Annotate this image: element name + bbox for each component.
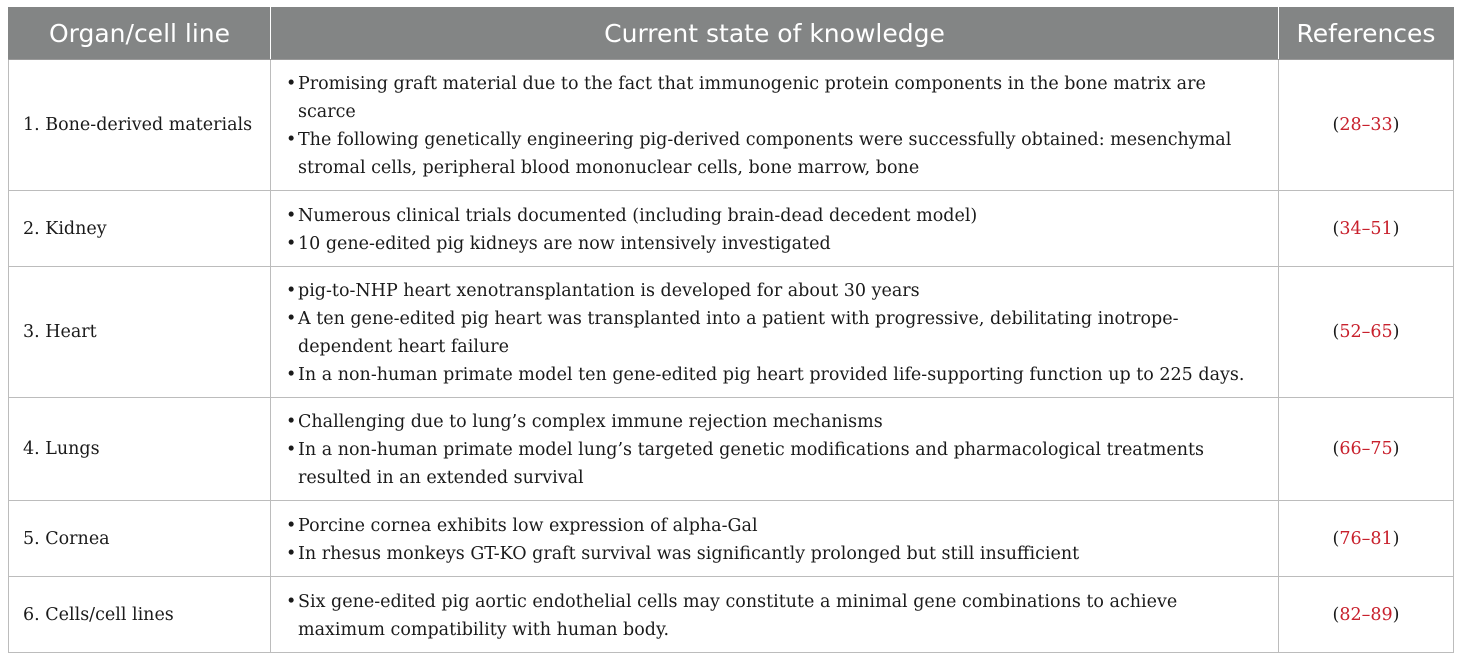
table-row	[9, 577, 1454, 653]
knowledge-point	[286, 230, 1264, 258]
bullet-icon: •	[286, 130, 297, 150]
bullet-icon: •	[286, 412, 297, 432]
ref-close-paren: )	[1392, 218, 1400, 239]
references-cell	[1279, 191, 1454, 267]
organ-cell: 1. Bone-derived materials	[9, 60, 271, 191]
bullet-icon: •	[286, 205, 297, 226]
bullet-icon: •	[286, 440, 297, 460]
ref-close-paren: )	[1392, 528, 1400, 549]
knowledge-cell	[271, 501, 1279, 577]
knowledge-point-text: In a non-human primate model ten gene-edited pig heart provided life-supporting function up to 225 days.	[298, 365, 1245, 385]
references-cell	[1279, 501, 1454, 577]
ref-open-paren: (	[1332, 322, 1340, 342]
knowledge-point	[286, 126, 1264, 182]
knowledge-list	[286, 408, 1264, 492]
table-header	[9, 7, 1454, 60]
knowledge-point	[286, 70, 1264, 126]
knowledge-point	[286, 277, 1264, 305]
knowledge-point-text: 10 gene-edited pig kidneys are now intensively investigated	[298, 233, 831, 254]
knowledge-point-text: Numerous clinical trials documented (including brain-dead decedent model)	[298, 205, 978, 226]
bullet-icon: •	[286, 281, 297, 301]
reference-link[interactable]: 66–75	[1339, 439, 1393, 459]
knowledge-list	[286, 277, 1264, 389]
bullet-icon: •	[286, 309, 297, 329]
header-references: References	[1279, 7, 1454, 60]
knowledge-point	[286, 540, 1264, 568]
knowledge-cell	[271, 267, 1279, 398]
xenotransplantation-table	[8, 7, 1454, 653]
header-organ: Organ/cell line	[9, 7, 271, 60]
organ-cell: 6. Cells/cell lines	[9, 577, 271, 653]
knowledge-point-text: In a non-human primate model lung’s targeted genetic modifications and pharmacological treatments resulted in an extended survival	[298, 440, 1205, 488]
bullet-icon: •	[286, 515, 297, 536]
bullet-icon: •	[286, 543, 297, 564]
organ-cell: 3. Heart	[9, 267, 271, 398]
knowledge-point-text: Promising graft material due to the fact that immunogenic protein components in the bone matrix are scarce	[298, 74, 1206, 122]
knowledge-list	[286, 512, 1264, 568]
table-row	[9, 191, 1454, 267]
knowledge-cell	[271, 60, 1279, 191]
knowledge-point-text: In rhesus monkeys GT-KO graft survival was significantly prolonged but still insufficient	[298, 543, 1080, 564]
references-cell	[1279, 60, 1454, 191]
knowledge-point-text: Challenging due to lung’s complex immune rejection mechanisms	[298, 412, 883, 432]
knowledge-point-text: pig-to-NHP heart xenotransplantation is developed for about 30 years	[298, 281, 920, 301]
table-row	[9, 501, 1454, 577]
knowledge-point	[286, 408, 1264, 436]
organ-cell: 5. Cornea	[9, 501, 271, 577]
ref-close-paren: )	[1392, 604, 1400, 625]
knowledge-point	[286, 436, 1264, 492]
knowledge-point	[286, 202, 1264, 230]
knowledge-point-text: Porcine cornea exhibits low expression of alpha-Gal	[298, 515, 758, 536]
header-knowledge: Current state of knowledge	[271, 7, 1279, 60]
reference-link[interactable]: 76–81	[1339, 528, 1393, 549]
bullet-icon: •	[286, 233, 297, 254]
organ-cell: 2. Kidney	[9, 191, 271, 267]
ref-open-paren: (	[1332, 439, 1340, 459]
bullet-icon: •	[286, 365, 297, 385]
knowledge-point	[286, 305, 1264, 361]
knowledge-point	[286, 588, 1264, 644]
knowledge-cell	[271, 577, 1279, 653]
knowledge-point	[286, 361, 1264, 389]
ref-close-paren: )	[1392, 439, 1400, 459]
ref-close-paren: )	[1392, 115, 1400, 135]
knowledge-point	[286, 512, 1264, 540]
ref-open-paren: (	[1332, 115, 1340, 135]
ref-open-paren: (	[1332, 528, 1340, 549]
knowledge-cell	[271, 191, 1279, 267]
header-row	[9, 7, 1454, 60]
bullet-icon: •	[286, 74, 297, 94]
references-cell	[1279, 398, 1454, 501]
ref-close-paren: )	[1392, 322, 1400, 342]
reference-link[interactable]: 34–51	[1339, 218, 1393, 239]
xenotransplantation-table-container	[8, 7, 1453, 653]
knowledge-point-text: A ten gene-edited pig heart was transplanted into a patient with progressive, debilitating inotrope-dependent heart failure	[298, 309, 1179, 357]
references-cell	[1279, 267, 1454, 398]
table-row	[9, 267, 1454, 398]
organ-cell: 4. Lungs	[9, 398, 271, 501]
ref-open-paren: (	[1332, 604, 1340, 625]
knowledge-point-text: The following genetically engineering pig-derived components were successfully obtained: mesenchymal stromal cells, peripheral blood mononuclear cells, bone marrow, bone	[298, 130, 1232, 178]
reference-link[interactable]: 52–65	[1339, 322, 1393, 342]
knowledge-cell	[271, 398, 1279, 501]
references-cell	[1279, 577, 1454, 653]
knowledge-list	[286, 588, 1264, 644]
knowledge-list	[286, 70, 1264, 182]
knowledge-list	[286, 202, 1264, 258]
reference-link[interactable]: 82–89	[1339, 604, 1393, 625]
bullet-icon: •	[286, 591, 297, 612]
table-body	[9, 60, 1454, 653]
knowledge-point-text: Six gene-edited pig aortic endothelial cells may constitute a minimal gene combinations to achieve maximum compatibility with human body.	[298, 591, 1178, 640]
reference-link[interactable]: 28–33	[1339, 115, 1393, 135]
table-row	[9, 60, 1454, 191]
ref-open-paren: (	[1332, 218, 1340, 239]
table-row	[9, 398, 1454, 501]
